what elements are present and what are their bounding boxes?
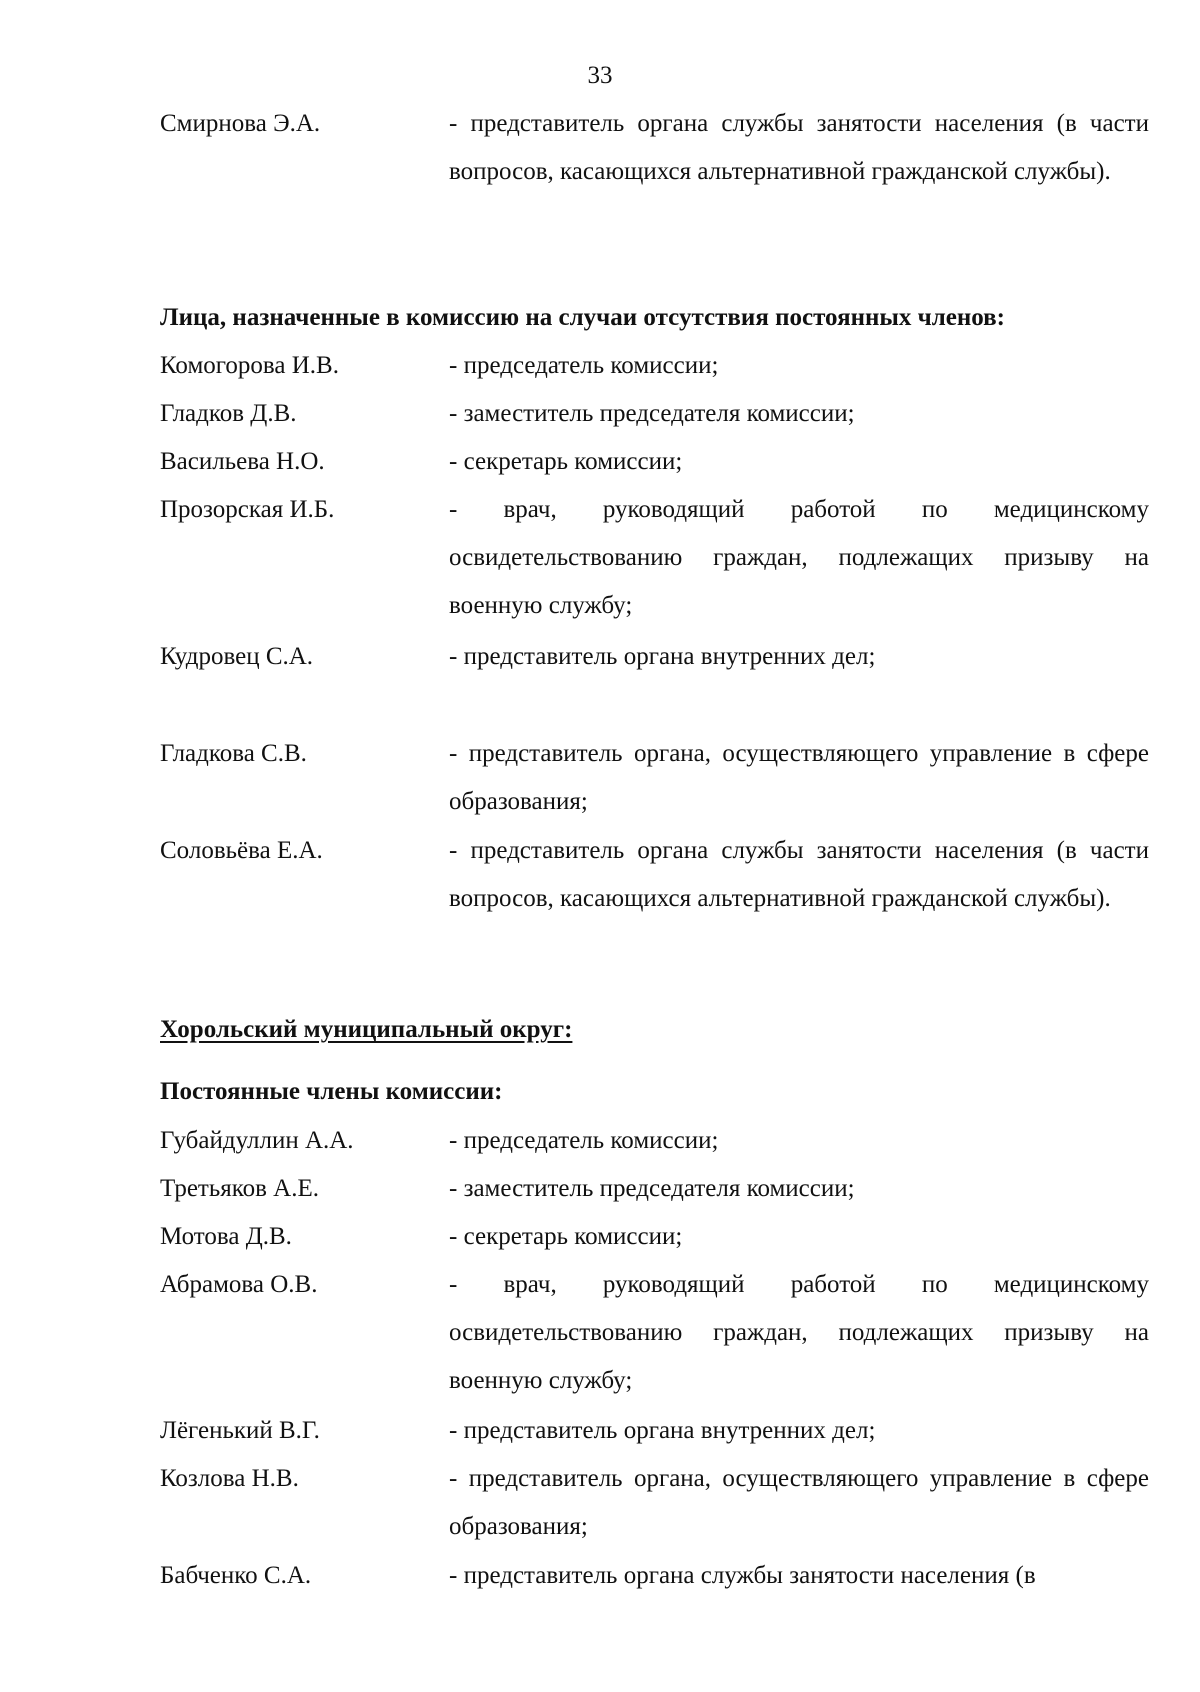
member-role: - заместитель председателя комиссии; (449, 400, 855, 427)
member-entry (160, 1117, 1150, 1165)
permanent-heading: Постоянные члены комиссии: (160, 1078, 503, 1105)
member-name: Кудровец С.А. (160, 643, 314, 670)
member-entry (160, 100, 1150, 196)
member-name: Прозорская И.Б. (160, 496, 335, 523)
district-heading: Хорольский муниципальный округ: (160, 1016, 573, 1043)
member-entry (160, 1261, 1150, 1405)
member-name: Губайдуллин А.А. (160, 1127, 354, 1154)
member-name: Смирнова Э.А. (160, 110, 321, 137)
member-entry (160, 342, 1150, 390)
member-role: - представитель органа службы занятости населения (в части вопросов, касающихся альтернативной гражданской службы). (449, 110, 1149, 185)
member-entry (160, 1165, 1150, 1213)
member-entry (160, 827, 1150, 923)
member-role: - председатель комиссии; (449, 1127, 719, 1154)
substitutes-heading: Лица, назначенные в комиссию на случаи отсутствия постоянных членов: (160, 304, 1005, 331)
member-name: Васильева Н.О. (160, 448, 325, 475)
member-name: Козлова Н.В. (160, 1465, 299, 1492)
member-role: - представитель органа внутренних дел; (449, 1417, 876, 1444)
member-role: - представитель органа службы занятости населения (в (449, 1562, 1036, 1589)
member-role: - секретарь комиссии; (449, 448, 683, 475)
member-role: - секретарь комиссии; (449, 1223, 683, 1250)
member-role: - представитель органа внутренних дел; (449, 643, 876, 670)
member-name: Третьяков А.Е. (160, 1175, 319, 1202)
member-role: - председатель комиссии; (449, 352, 719, 379)
member-entry (160, 438, 1150, 486)
member-name: Комогорова И.В. (160, 352, 339, 379)
member-name: Лёгенький В.Г. (160, 1417, 320, 1444)
member-entry (160, 390, 1150, 438)
member-name: Мотова Д.В. (160, 1223, 292, 1250)
member-entry (160, 1213, 1150, 1261)
member-name: Гладкова С.В. (160, 740, 307, 767)
member-role: - представитель органа службы занятости населения (в части вопросов, касающихся альтернативной гражданской службы). (449, 837, 1149, 912)
member-role: - представитель органа, осуществляющего управление в сфере образования; (449, 740, 1149, 815)
member-role: - врач, руководящий работой по медицинскому освидетельствованию граждан, подлежащих призыву на военную службу; (449, 496, 1149, 619)
member-entry (160, 486, 1150, 630)
member-entry (160, 1407, 1150, 1455)
member-name: Гладков Д.В. (160, 400, 297, 427)
member-name: Абрамова О.В. (160, 1271, 318, 1298)
page-number: 33 (587, 62, 613, 89)
member-role: - представитель органа, осуществляющего управление в сфере образования; (449, 1465, 1149, 1540)
member-name: Соловьёва Е.А. (160, 837, 323, 864)
member-role: - врач, руководящий работой по медицинскому освидетельствованию граждан, подлежащих призыву на военную службу; (449, 1271, 1149, 1394)
member-name: Бабченко С.А. (160, 1562, 312, 1589)
member-role: - заместитель председателя комиссии; (449, 1175, 855, 1202)
member-entry (160, 730, 1150, 826)
member-entry (160, 1455, 1150, 1551)
member-entry (160, 633, 1150, 681)
member-entry (160, 1552, 1150, 1600)
